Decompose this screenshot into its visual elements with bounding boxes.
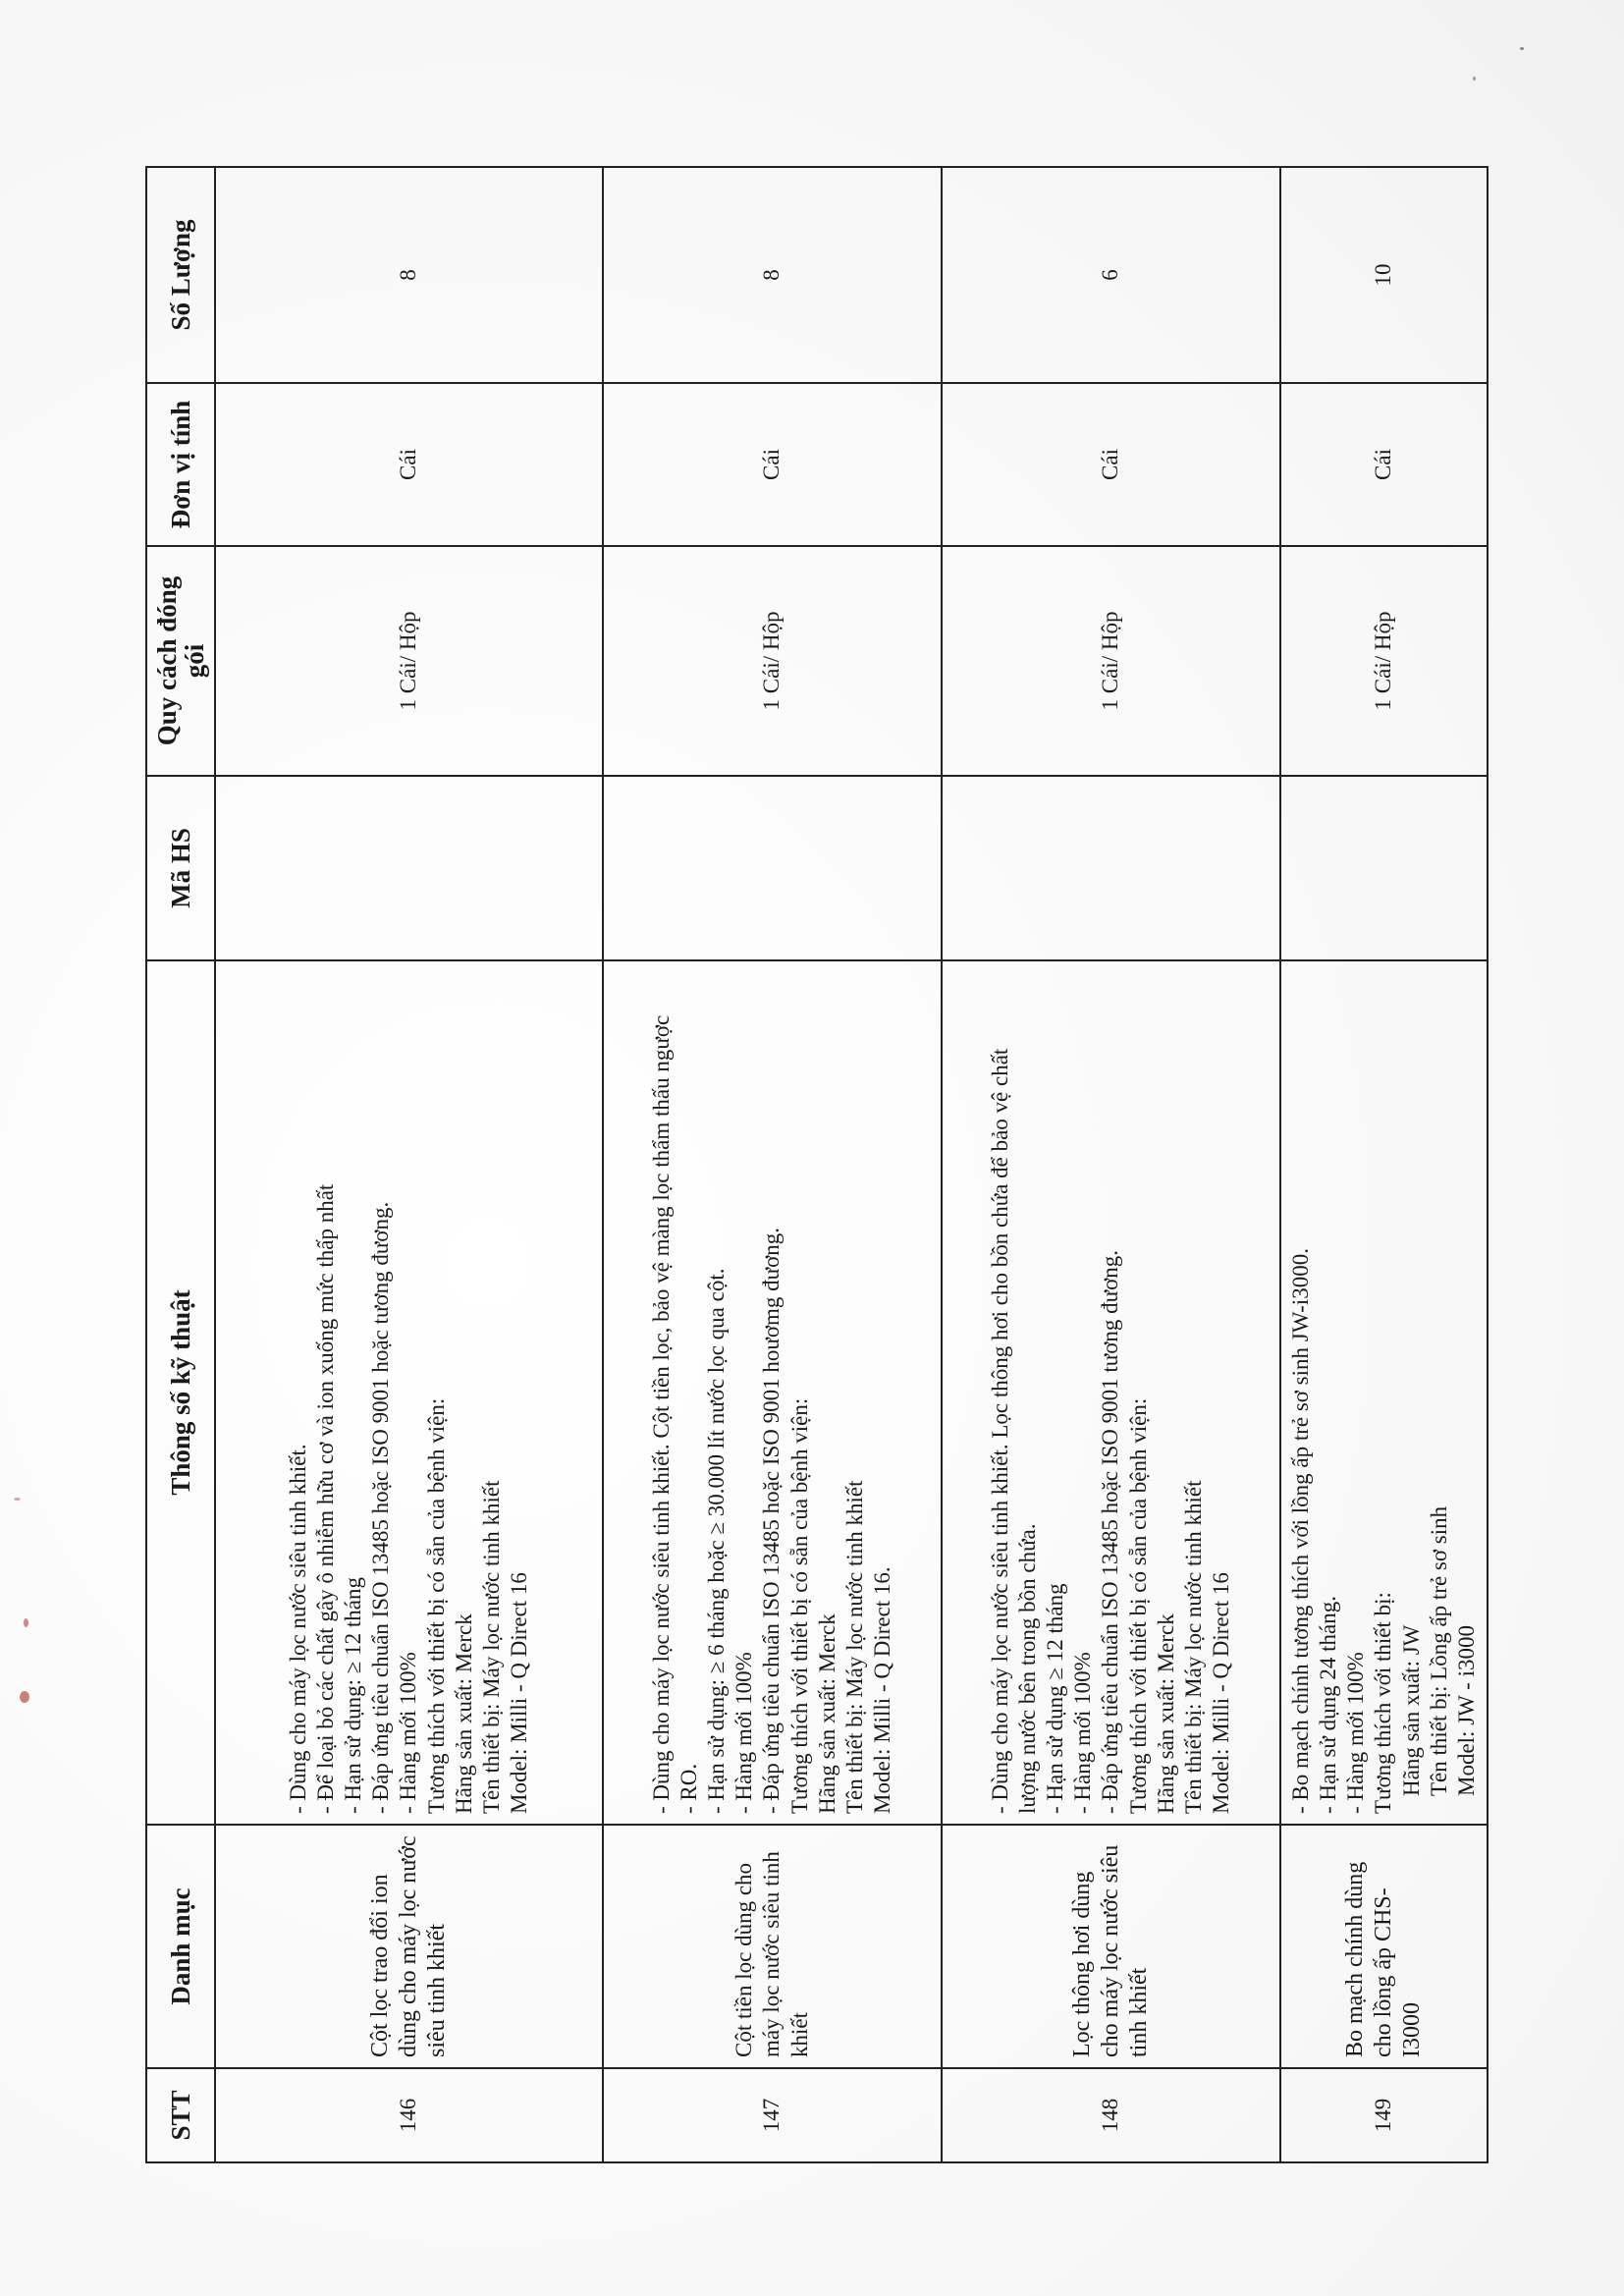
- cell-so-luong: 6: [942, 167, 1280, 383]
- spec-line: - Dùng cho máy lọc nước siêu tinh khiết. Cột tiền lọc, bảo vệ màng lọc thẩm thấu ngược: [649, 1014, 675, 1814]
- cell-quy-cach: 1 Cái/ Hộp: [1280, 546, 1488, 776]
- cell-thong-so: [1280, 960, 1488, 1825]
- cell-ma-hs: [215, 776, 603, 960]
- table-row: [1280, 167, 1488, 2162]
- table-row: [215, 167, 603, 2162]
- spec-line: Model: JW - i3000: [1453, 1625, 1479, 1796]
- spec-line: - Hạn sử dụng ≥ 12 tháng: [1043, 1583, 1068, 1814]
- spec-line: - Hạn sử dụng: ≥ 12 tháng: [341, 1576, 366, 1814]
- table-row: [603, 167, 942, 2162]
- spec-line: Model: Milli - Q Direct 16: [1208, 1572, 1233, 1814]
- header-thong-so: Thông số kỹ thuật: [146, 960, 215, 1825]
- spec-line: - Hàng mới 100%: [1343, 1652, 1369, 1814]
- spec-line: Hãng sản xuất: Merck: [1153, 1613, 1178, 1814]
- scan-speck: [1473, 77, 1476, 81]
- header-ma-hs: Mã HS: [146, 776, 215, 960]
- cell-quy-cach: 1 Cái/ Hộp: [215, 546, 603, 776]
- scan-speck: [1520, 47, 1524, 50]
- spec-line: - Hạn sử dụng: ≥ 6 tháng hoặc ≥ 30.000 lít nước lọc qua cột.: [704, 1268, 730, 1814]
- spec-line: - Hàng mới 100%: [731, 1652, 757, 1814]
- cell-quy-cach: 1 Cái/ Hộp: [942, 546, 1280, 776]
- spec-line: Hãng sản xuất: Merck: [814, 1613, 839, 1814]
- spec-line: - Để loại bỏ các chất gây ô nhiễm hữu cơ và ion xuống mức thấp nhất: [313, 1183, 339, 1814]
- spec-line: Hãng sản xuất: Merck: [451, 1613, 476, 1814]
- cell-so-luong: 10: [1280, 167, 1488, 383]
- spec-line: lượng nước bên trong bồn chứa.: [1015, 1523, 1041, 1814]
- cell-quy-cach: 1 Cái/ Hộp: [603, 546, 942, 776]
- cell-danh-muc: Lọc thông hơi dùng cho máy lọc nước siêu tinh khiết: [942, 1825, 1280, 2068]
- cell-don-vi: Cái: [1280, 383, 1488, 546]
- spec-line: Tương thích với thiết bị có sẵn của bệnh viện:: [423, 1397, 449, 1814]
- rotated-table-wrapper: [145, 168, 1487, 2163]
- cell-thong-so: [942, 960, 1280, 1825]
- cell-don-vi: Cái: [603, 383, 942, 546]
- spec-line: Tên thiết bị: Lồng ấp trẻ sơ sinh: [1426, 1505, 1451, 1796]
- cell-stt: 149: [1280, 2068, 1488, 2162]
- cell-thong-so: [215, 960, 603, 1825]
- spec-line: Model: Milli - Q Direct 16: [506, 1572, 531, 1814]
- cell-don-vi: Cái: [942, 383, 1280, 546]
- cell-don-vi: Cái: [215, 383, 603, 546]
- spec-line: Hãng sản xuất: JW: [1398, 1624, 1424, 1796]
- spec-line: - Dùng cho máy lọc nước siêu tinh khiết. Lọc thông hơi cho bồn chứa để bảo vệ chất: [988, 1048, 1013, 1814]
- spec-line: - Hạn sử dụng 24 tháng.: [1316, 1596, 1341, 1814]
- spec-line: Tên thiết bị: Máy lọc nước tinh khiết: [478, 1480, 504, 1814]
- header-don-vi: Đơn vị tính: [146, 383, 215, 546]
- spec-line: - Đáp ứng tiêu chuẩn ISO 13485 hoặc ISO 9001 tương đương.: [1098, 1249, 1123, 1814]
- cell-stt: 146: [215, 2068, 603, 2162]
- spec-line: - Đáp ứng tiêu chuẩn ISO 13485 hoặc ISO 9001 hoươmg đương.: [759, 1227, 785, 1814]
- cell-danh-muc: Bo mạch chính dùng cho lồng ấp CHS-I3000: [1280, 1825, 1488, 2068]
- table-header-row: [146, 167, 215, 2162]
- scan-speck: [14, 1498, 21, 1501]
- cell-ma-hs: [603, 776, 942, 960]
- spec-line: Model: Milli - Q Direct 16.: [869, 1566, 894, 1814]
- spec-line: Tương thích với thiết bị có sẵn của bệnh viện:: [1125, 1397, 1151, 1814]
- spec-line: - Hàng mới 100%: [1070, 1652, 1096, 1814]
- table-row: [942, 167, 1280, 2162]
- spec-line: Tương thích với thiết bị:: [1371, 1592, 1396, 1814]
- scan-speck: [20, 1691, 29, 1703]
- cell-so-luong: 8: [215, 167, 603, 383]
- cell-stt: 148: [942, 2068, 1280, 2162]
- cell-thong-so: [603, 960, 942, 1825]
- header-quy-cach: Quy cách đóng gói: [146, 546, 215, 776]
- cell-danh-muc: Cột lọc trao đổi ion dùng cho máy lọc nước siêu tinh khiết: [215, 1825, 603, 2068]
- spec-line: - RO.: [677, 1763, 702, 1814]
- header-stt: STT: [146, 2068, 215, 2162]
- header-danh-muc: Danh mục: [146, 1825, 215, 2068]
- cell-so-luong: 8: [603, 167, 942, 383]
- cell-ma-hs: [1280, 776, 1488, 960]
- spec-line: Tên thiết bị: Máy lọc nước tinh khiết: [1180, 1480, 1206, 1814]
- cell-ma-hs: [942, 776, 1280, 960]
- spec-line: - Dùng cho máy lọc nước siêu tinh khiết.: [286, 1444, 311, 1814]
- equipment-spec-table: [145, 166, 1489, 2163]
- spec-line: - Hàng mới 100%: [396, 1652, 421, 1814]
- spec-line: Tên thiết bị: Máy lọc nước tinh khiết: [841, 1480, 867, 1814]
- cell-stt: 147: [603, 2068, 942, 2162]
- spec-line: - Đáp ứng tiêu chuẩn ISO 13485 hoặc ISO 9001 hoặc tương đương.: [368, 1201, 394, 1814]
- spec-line: Tương thích với thiết bị có sẵn của bệnh viện:: [786, 1397, 812, 1814]
- cell-danh-muc: Cột tiền lọc dùng cho máy lọc nước siêu tinh khiết: [603, 1825, 942, 2068]
- header-so-luong: Số Lượng: [146, 167, 215, 383]
- spec-line: - Bo mạch chính tương thích với lồng ấp trẻ sơ sinh JW-i3000.: [1288, 1248, 1314, 1814]
- scan-speck: [24, 1618, 28, 1627]
